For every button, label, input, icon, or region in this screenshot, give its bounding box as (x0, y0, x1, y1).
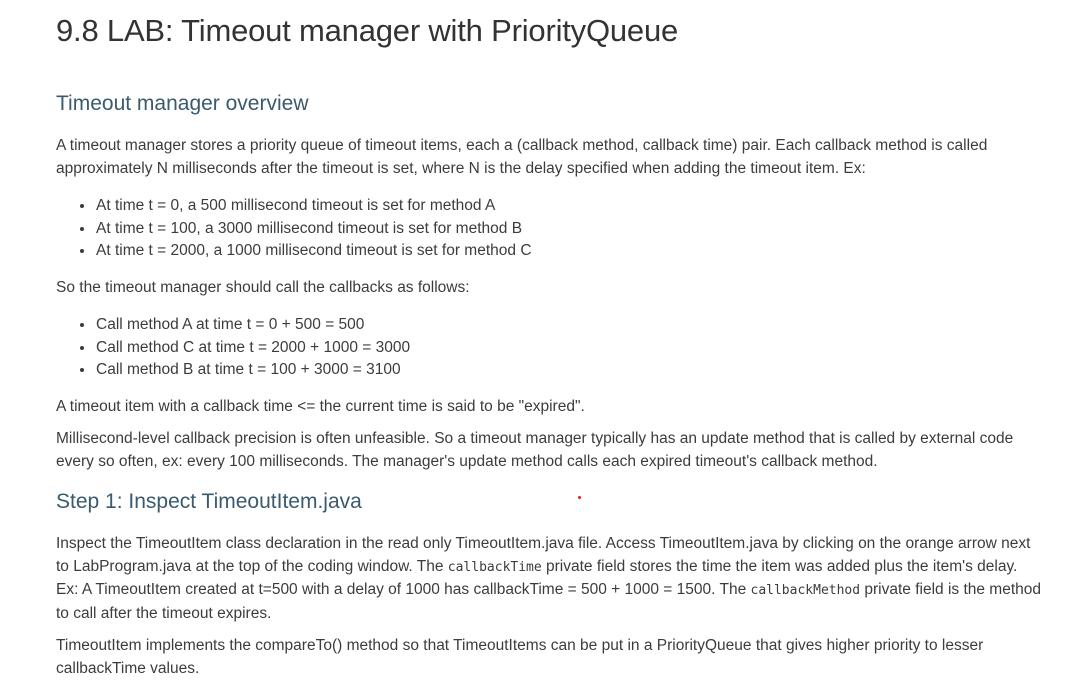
callback-time-code: callbackTime (447, 559, 542, 575)
step1-heading: Step 1: Inspect TimeoutItem.java (56, 490, 362, 513)
inspect-text-part1: Inspect the TimeoutItem class declaration in the read only TimeoutItem.java file. Access TimeoutItem.java by clicking on the orange arrow next to LabProgram.java at the top of the coding window. The (56, 535, 1031, 575)
calls-list (56, 314, 1041, 382)
list-item: • Call method B at time t = 100 + 3000 = 3100 (95, 359, 1041, 382)
list-item: • Call method A at time t = 0 + 500 = 500 (95, 314, 1041, 337)
overview-intro: A timeout manager stores a priority queue of timeout items, each a (callback method, callback time) pair. Each callback method is called approximately N milliseconds after the timeout is set, where N is the delay specified when adding the timeout item. Ex: (56, 137, 988, 177)
page-title: 9.8 LAB: Timeout manager with PriorityQueue (56, 13, 679, 48)
callback-method-code: callbackMethod (750, 583, 861, 598)
list-item: • At time t = 0, a 500 millisecond timeout is set for method A (95, 195, 1041, 218)
precision-text: Millisecond-level callback precision is often unfeasible. So a timeout manager typically has an update method that is called by external code every so often, ex: every 100 milliseconds. The manager's update method calls each expired timeout's callback method. (56, 430, 1014, 470)
inspect-text-part2: private field stores the time the item was added plus the item's delay. Ex: A TimeoutItem created at t=500 with a delay of 1000 has callbackTime = 500 + 1000 = 1500. The (56, 557, 1018, 598)
list-item: • At time t = 2000, a 1000 millisecond timeout is set for method C (95, 240, 1041, 263)
follows-text: So the timeout manager should call the callbacks as follows: (56, 278, 470, 296)
list-item: • Call method C at time t = 2000 + 1000 = 3000 (95, 337, 1041, 360)
cursor-marker-dot (578, 496, 581, 499)
lab-content (56, 0, 1041, 680)
expired-text: A timeout item with a callback time <= the current time is said to be "expired". (56, 397, 585, 415)
overview-heading: Timeout manager overview (56, 92, 309, 115)
examples-list (56, 195, 1041, 263)
implements-text: TimeoutItem implements the compareTo() method so that TimeoutItems can be put in a PriorityQueue that gives higher priority to lesser callbackTime values. (56, 637, 984, 677)
list-item: • At time t = 100, a 3000 millisecond timeout is set for method B (95, 218, 1041, 241)
inspect-text (56, 533, 1041, 625)
inspect-text-part3: private field is the method to call after the timeout expires. (56, 581, 1042, 622)
